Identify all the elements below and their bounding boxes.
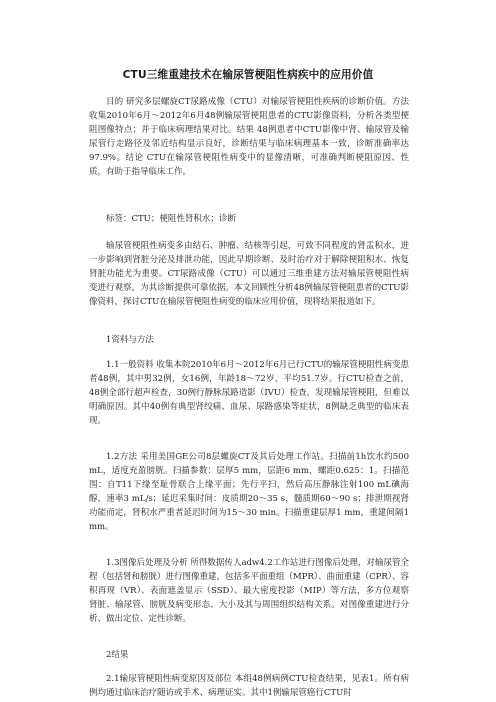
- image-processing-paragraph: 1.3图像后处理及分析 所得数据传人adw4.2工作站进行图像后处理，对输尿管全程（包括肾和膀胱）进行图像重建，包括多平面重组（MPR）、曲面重建（CPR）、容积再现（VR）、表面遮盖显示（SSD）、最大密度投影（MIP）等方法，多方位观察肾脏、输尿管、膀胱及病变形态、大小及其与周围组织结构关系。对图像重建进行分析、做出定位、定性诊断。: [89, 558, 409, 625]
- section-heading-methods: 1资料与方法: [106, 335, 154, 345]
- general-data-paragraph: 1.1一般资料 收集本院2010年6月～2012年6月已行CTU的输尿管梗阻性病变患者48例，其中男32例，女16例，年龄18～72岁，平均51.7岁。行CTU检查之前，48例全部行超声检查，30例行静脉尿路造影（IVU）检查，发现输尿管梗阻，但难以明确原因。其中40例有典型肾绞痛、血尿、尿路感染等症状，8例缺乏典型的临床表现。: [89, 360, 409, 427]
- abstract-paragraph: 目的 研究多层螺旋CT尿路成像（CTU）对输尿管梗阻性疾病的诊断价值。方法 收集2010年6月～2012年6月48例输尿管梗阻患者的CTU影像资料，分析各类型梗阻图像特点；并于临床病理结果对比。结果 48例患者中CTU影像中肾、输尿管及输尿管行走路径及邻近结构显示良好，诊断结果与临床病理基本一致，诊断准确率达97.9%。结论 CTU在输尿管梗阻性病变中的显像清晰，可准确判断梗阻原因、性质，有助于指导临床工作。: [89, 97, 409, 178]
- intro-paragraph: 输尿管梗阻性病变多由结石、肿瘤、结核等引起，可致不同程度的肾盂积水，进一步影响到肾脏分泌及排泄功能，因此早期诊断、及时治疗对于解除梗阻积水、恢复肾脏功能尤为重要。CT尿路成像（CTU）可以通过三维重建方法对输尿管梗阻性病变进行观察，为其诊断提供可靠依据。本文回顾性分析48例输尿管梗阻患者的CTU影像资料，探讨CTU在输尿管梗阻性病变的临床应用价值，现将结果报道如下。: [89, 241, 409, 308]
- keywords-paragraph: 标签：CTU；梗阻性肾积水；诊断: [106, 214, 236, 224]
- results-paragraph: 2.1输尿管梗阻性病变原因及部位 本组48例病例CTU检查结果，见表1。所有病例均通过临床治疗随访或手术、病理证实。其中1例输尿管癌行CTU时: [89, 674, 409, 699]
- page-title: CTU三维重建技术在输尿管梗阻性病疾中的应用价值: [122, 69, 374, 81]
- section-heading-results: 2结果: [106, 650, 129, 660]
- methods-paragraph: 1.2方法 采用美国GE公司8层螺旋CT及其后处理工作站。扫描前1h饮水约500 mL，适度充盈膀胱。扫描参数：层厚5 mm，层距6 mm，螺距0.625：1。扫描范围：自T11下缘至耻骨联合上缘平面；先行平扫，然后高压静脉注射100 mL碘海醇，速率3 mL/s；延迟采集时间：皮质期20～35 s，髓质期60～90 s；排泄期视肾功能而定，肾积水严重者延迟时间为15～30 min。扫描重建层厚1 mm，重建间隔1 mm。: [89, 452, 409, 533]
